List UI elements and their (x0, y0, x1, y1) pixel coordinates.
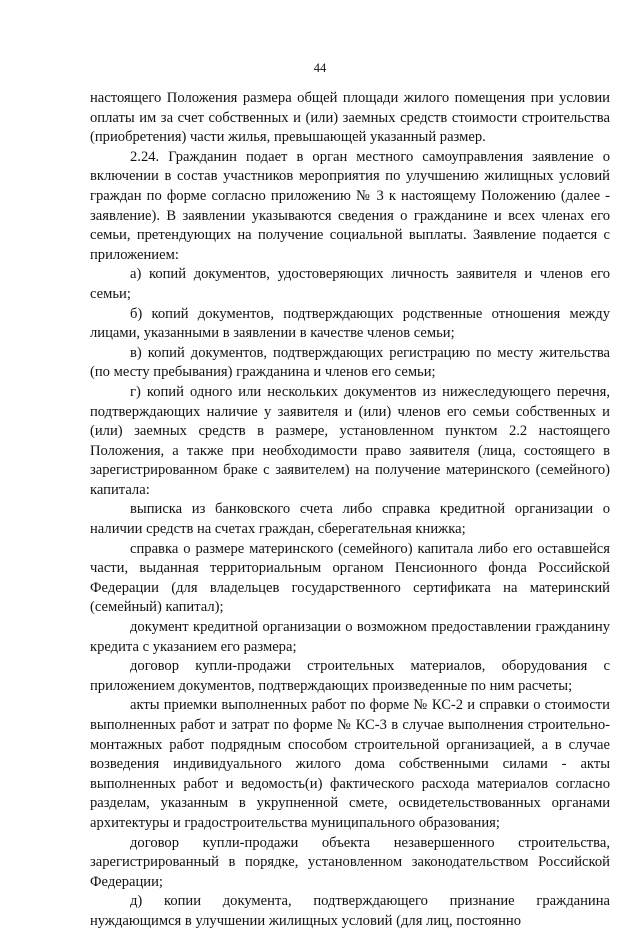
paragraph-credit-document: документ кредитной организации о возможном предоставлении гражданину кредита с указанием его размера; (90, 619, 610, 655)
paragraph-unfinished-construction: договор купли-продажи объекта незавершенного строительства, зарегистрированный в порядке, установленном законодательством Российской Федерации; (90, 834, 610, 890)
paragraph-item-d: д) копии документа, подтверждающего признание гражданина нуждающимся в улучшении жилищных условий (для лиц, постоянно (90, 893, 610, 929)
paragraph-continuation: настоящего Положения размера общей площади жилого помещения при условии оплаты им за счет собственных и (или) заемных средств стоимости строительства (приобретения) части жилья, превышающей указанный размер. (90, 90, 610, 146)
page-number: 44 (313, 61, 327, 75)
paragraph-2-24: 2.24. Гражданин подает в орган местного самоуправления заявление о включении в состав участников мероприятия по улучшению жилищных условий граждан по форме согласно приложению № 3 к настоящему Положению (далее - заявление). В заявлении указываются сведения о гражданине и всех членах его семьи, претендующих на получение социальной выплаты. Заявление подается с приложением: (90, 148, 610, 263)
paragraph-item-b: б) копий документов, подтверждающих родственные отношения между лицами, указанными в заявлении в качестве членов семьи; (90, 305, 610, 342)
body-text (90, 89, 610, 932)
paragraph-bank-statement: выписка из банковского счета либо справка кредитной организации о наличии средств на счетах граждан, сберегательная книжка; (90, 501, 610, 538)
paragraph-acceptance-acts: акты приемки выполненных работ по форме № КС-2 и справки о стоимости выполненных работ и затрат по форме № КС-3 в случае выполнения строительно-монтажных работ подрядным способом строительной организацией, а в случае возведения индивидуального жилого дома собственными силами - акты выполненных работ и ведомость(и) фактического расхода материалов согласно разделам, указанным в укрупненной смете, освидетельствованных органами архитектуры и градостроительства муниципального образования; (90, 697, 610, 831)
paragraph-item-a: а) копий документов, удостоверяющих личность заявителя и членов его семьи; (90, 266, 610, 302)
paragraph-materials-contract: договор купли-продажи строительных материалов, оборудования с приложением документов, подтверждающих произведенные по ним расчеты; (90, 658, 610, 694)
paragraph-item-g: г) копий одного или нескольких документов из нижеследующего перечня, подтверждающих наличие у заявителя и (или) членов его семьи собственных и (или) заемных средств в размере, установленном пунктом 2.2 настоящего Положения, а также при необходимости право заявителя (лица, состоящего в зарегистрированном браке с заявителем) на получение материнского (семейного) капитала: (90, 383, 610, 498)
paragraph-maternity-capital: справка о размере материнского (семейного) капитала либо его оставшейся части, выданная территориальным органом Пенсионного фонда Российской Федерации (для владельцев государственного сертификата на материнский (семейный) капитал); (90, 540, 610, 616)
paragraph-item-v: в) копий документов, подтверждающих регистрацию по месту жительства (по месту пребывания) гражданина и членов его семьи; (90, 344, 610, 381)
